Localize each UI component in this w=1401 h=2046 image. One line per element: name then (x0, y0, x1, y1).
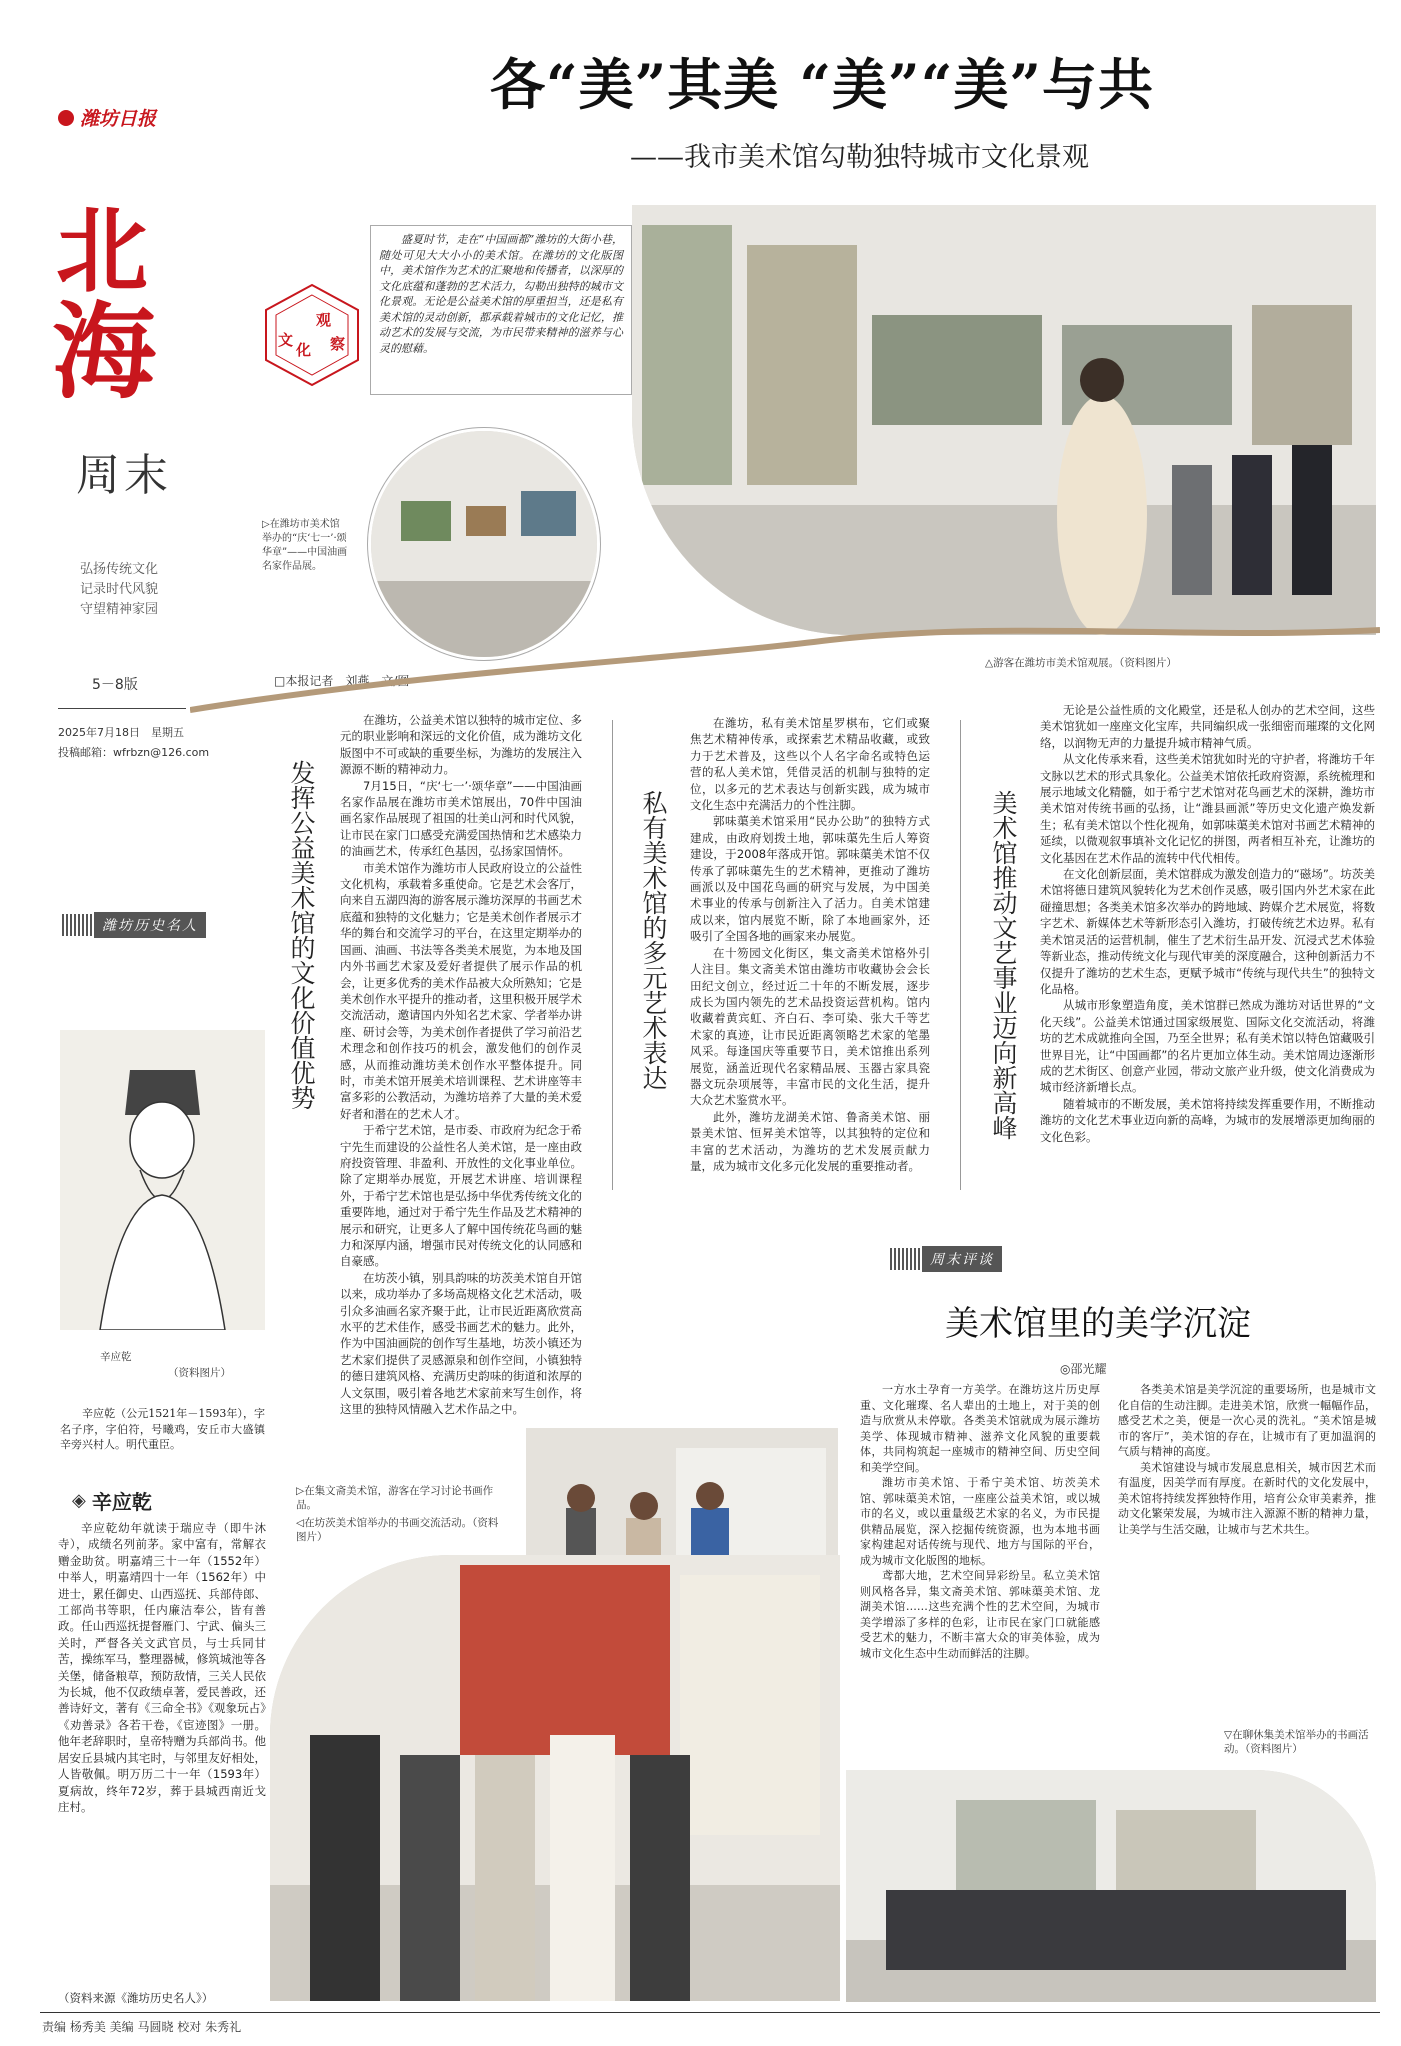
history-intro: 辛应乾（公元1521年－1593年），字名子序，字伯符，号曦鸡，安丘市大盛镇辛旁兴村人。明代重臣。 (60, 1407, 265, 1451)
commentary-tag (890, 1246, 1002, 1272)
portrait-source: （资料图片） (168, 1367, 231, 1379)
masthead (0, 0, 190, 720)
commentary-col-1 (860, 1382, 1100, 1692)
submission-email: 投稿邮箱：wfrbzn@126.com (58, 746, 210, 759)
section-2-paragraph: 在潍坊，私有美术馆星罗棋布，它们或聚焦艺术精神传承，或探索艺术精品收藏，或致力于艺术普及，这些以个人名字命名或特色运营的私人美术馆，凭借灵活的机制与独特的定位，以多元的艺术表达与创新实践，成为城市文化生态中充满活力的个性注脚。 (690, 716, 930, 813)
bottom-right-caption: ▽在聊休集美术馆举办的书画活动。（资料图片） (1224, 1729, 1369, 1755)
portrait-image (60, 1030, 265, 1330)
badge-char: 察 (330, 335, 346, 353)
section-2-paragraph: 在十笏园文化街区，集文斋美术馆格外引人注目。集文斋美术馆由潍坊市收藏协会会长田纪文创立，经过近二十年的不断发展，逐步成长为国内领先的艺术品投资运营机构。馆内收藏着黄宾虹、齐白石、李可染、张大千等艺术家的真迹，让市民近距离领略艺术家的笔墨风采。每逢国庆等重要节日，美术馆推出系列展览，涵盖近现代名家精品展、玉器古家具瓷器文玩杂项展等，丰富市民的文化生活，提升大众艺术鉴赏水平。 (690, 945, 930, 1108)
section-3-body (1040, 702, 1375, 1210)
headline-sub: ——我市美术馆勾勒独特城市文化景观 (630, 142, 1089, 173)
logo-icon (58, 110, 74, 126)
commentary-paragraph: 潍坊市美术馆、于希宁美术馆、坊茨美术馆、郭味蕖美术馆，一座座公益美术馆，或以城市的名义，或以重量级艺术家的名义，为市民提供精品展览，深入挖掘传统资源，也为本地书画家构建起对话传统与现代、地方与国际的平台，成为城市文化版图的地标。 (860, 1476, 1100, 1567)
lead-paragraph: 盛夏时节，走在“中国画都”潍坊的大街小巷，随处可见大大小小的美术馆。在潍坊的文化版图中，美术馆作为艺术的汇聚地和传播者，以深厚的文化底蕴和蓬勃的艺术活力，勾勒出独特的城市文化景观。无论是公益美术馆的厚重担当，还是私有美术馆的灵动创新，都承载着城市的文化记忆，推动艺术的发展与交流，为市民带来精神的滋养与心灵的慰藉。 (379, 233, 623, 355)
column-badge (260, 283, 364, 387)
section-1-body (340, 712, 582, 1442)
section-3-paragraph: 从城市形象塑造角度，美术馆群已然成为潍坊对话世界的“文化天线”。公益美术馆通过国家级展览、国际文化交流活动，将潍坊的艺术成就推向全国，乃至全世界；私有美术馆以特色馆藏吸引世界目光，让“中国画都”的名片更加立体生动。美术馆周边逐渐形成的艺术街区、创意产业园，带动文旅产业升级，使文化消费成为城市经济新增长点。 (1040, 998, 1375, 1095)
slogan: 弘扬传统文化 (80, 562, 159, 577)
commentary-paragraph: 一方水土孕育一方美学。在潍坊这片历史厚重、文化璀璨、名人辈出的土地上，对于美的创造与欣赏从未停歇。各类美术馆就成为展示潍坊美学、体现城市精神、滋养文化风貌的重要载体，共同构筑起一座城市的精神空间、历史空间和美学空间。 (860, 1383, 1100, 1474)
diamond-icon: ◈ (72, 1490, 86, 1511)
credits: 责编 杨秀美 美编 马圆晓 校对 朱秀礼 (42, 2020, 242, 2034)
slogan: 记录时代风貌 (80, 582, 159, 597)
masthead-title-1: 北 (56, 197, 149, 305)
history-source: （资料来源《潍坊历史名人》） (58, 1991, 214, 2005)
badge-shape (260, 283, 364, 387)
gallery-crowd-illustration (846, 1770, 1376, 2002)
history-name-heading (72, 1486, 152, 1515)
section-1-paragraph: 市美术馆作为潍坊市人民政府设立的公益性文化机构，承载着多重使命。它是艺术会客厅，向来自五湖四海的游客展示潍坊深厚的书画艺术底蕴和独特的文化魅力；它是美术创作者展示才华的舞台和交流学习的平台，在这里定期举办的国画、油画、书法等各类美术展览，为本地及国内外书画艺术家及爱好者提供了展示作品的机会，让更多优秀的美术作品被大众所熟知；它是美术创作水平提升的推动者，这里积极开展学术交流活动，邀请国内外知名艺术家、学者举办讲座、研讨会等，为美术创作者提供了学习前沿艺术理念和创作技巧的机会，激发他们的创作灵感，从而推动潍坊美术创作水平整体提升。同时，市美术馆开展美术培训课程、艺术讲座等丰富多彩的公教活动，为潍坊培养了大量的美术爱好者和潜在的艺术人才。 (340, 860, 582, 1121)
commentary-author: ◎邵光耀 (1060, 1362, 1107, 1376)
divider (58, 708, 186, 709)
commentary-tag-label: 周末评谈 (922, 1246, 1002, 1272)
lead-box (370, 225, 632, 395)
group-photo-1-caption: ▷在集文斋美术馆，游客在学习讨论书画作品。 (296, 1485, 494, 1511)
badge-char: 观 (316, 311, 332, 329)
commentary-paragraph: 鸢都大地，艺术空间异彩纷呈。私立美术馆则风格各异，集文斋美术馆、郭味蕖美术馆、龙湖美术馆……这些充满个性的艺术空间，为城市美学增添了多样的色彩，让市民在家门口就能感受艺术的魅力，不断丰富大众的审美体验，成为城市文化生态中生动而鲜活的注脚。 (860, 1569, 1100, 1660)
portrait-illustration (60, 1030, 265, 1330)
section-2-title: 私有美术馆的多元艺术表达 (639, 790, 668, 1090)
section-3-paragraph: 在文化创新层面，美术馆群成为激发创造力的“磁场”。坊茨美术馆将德日建筑风貌转化为艺术创作灵感，吸引国内外艺术家在此碰撞思想；各类美术馆多次举办的跨地域、跨媒介艺术展览，将数字艺术、新媒体艺术等新形态引入潍坊，打破传统艺术边界。私有美术馆灵活的运营机制，催生了艺术衍生品开发、沉浸式艺术体验等新业态，推动传统文化与现代审美的深度融合，这种创新活力不仅提升了潍坊的艺术生态，更赋予城市“传统与现代共生”的独特文化品格。 (1040, 867, 1375, 996)
portrait-name: 辛应乾 (100, 1351, 132, 1363)
section-1-paragraph: 在坊茨小镇，别具韵味的坊茨美术馆自开馆以来，成功举办了多场高规格文化艺术活动，吸引众多油画名家齐聚于此，让市民近距离欣赏高水平的艺术佳作，感受书画艺术的魅力。此外，作为中国油画院的创作写生基地，坊茨小镇还为艺术家们提供了灵感源泉和创作空间，小镇独特的德日建筑风格、充满历史韵味的街道和浓厚的人文氛围，吸引着各地艺术家前来写生创作，将这里的独特风情融入艺术作品之中。 (340, 1270, 582, 1417)
gallery-photo-illustration (632, 205, 1376, 635)
section-1-paragraph: 7月15日，“庆‘七一’·颂华章”——中国油画名家作品展在潍坊市美术馆展出，70件中国油画名家作品展现了祖国的壮美山河和时代风貌，让市民在家门口感受充满爱国热情和艺术感染力的油画艺术，传承红色基因，弘扬家国情怀。 (340, 778, 582, 859)
section-3-paragraph: 随着城市的不断发展，美术馆将持续发挥重要作用，不断推动潍坊的文化艺术事业迈向新的高峰，为城市的发展增添更加绚丽的文化色彩。 (1040, 1096, 1375, 1144)
section-3-paragraph: 从文化传承来看，这些美术馆犹如时光的守护者，将潍坊千年文脉以艺术的形式具象化。公益美术馆依托政府资源，系统梳理和展示地域文化精髓，如于希宁艺术馆对花鸟画艺术的深耕，潍坊市美术馆对传统书画的弘扬，让“潍县画派”等历史文化遗产焕发新生；私有美术馆以个性化视角，如郭味蕖美术馆对书画艺术精神的延续，以微观叙事填补文化记忆的拼图，两者相互补充，让潍坊的文化基因在艺术作品的流转中代代相传。 (1040, 752, 1375, 865)
commentary-paragraph: 各类美术馆是美学沉淀的重要场所，也是城市文化自信的生动注脚。走进美术馆，欣赏一幅幅作品，感受艺术之美，便是一次心灵的洗礼。“美术馆是城市的客厅”，美术馆的存在，让城市有了更加温润的气质与精神的高度。 (1118, 1383, 1376, 1458)
paper-name: 潍坊日报 (80, 108, 157, 130)
commentary-title: 美术馆里的美学沉淀 (945, 1304, 1251, 1344)
byline: □本报记者 刘燕 文/图 (274, 674, 410, 688)
history-name-text: 辛应乾 (91, 1490, 152, 1514)
masthead-slogans (80, 560, 158, 620)
slogan: 守望精神家园 (80, 602, 159, 617)
section-3-title: 美术馆推动文艺事业迈向新高峰 (989, 790, 1018, 1140)
divider (612, 720, 613, 1190)
paper-logo (58, 104, 156, 131)
section-1-paragraph: 在潍坊，公益美术馆以独特的城市定位、多元的职业影响和深远的文化价值，成为潍坊文化版图中不可或缺的重要坐标，为潍坊的发展注入源源不断的精神动力。 (340, 713, 582, 777)
section-1-title: 发挥公益美术馆的文化价值优势 (287, 760, 316, 1110)
page-range: 5－8版 (92, 677, 138, 693)
tag-stripes (890, 1248, 922, 1270)
history-bio: 辛应乾幼年就读于瑞应寺（即牛沐寺），成绩名列前茅。家中富有，常解衣赠金助贫。明嘉靖三十一年（1552年）中举人，明嘉靖四十一年（1562年）中进士，累任御史、山西巡抚、兵部侍郎、工部尚书等职，任内廉洁奉公，皆有善政。任山西巡抚提督雁门、宁武、偏头三关时，严督各关文武官员，与士兵同甘苦，操练军马，整理器械，修筑城池等各关堡，储备粮草，预防敌情，三关人民依为长城，他不仅政绩卓著，爱民善政，还善诗好文，著有《三命全书》《观象玩占》《劝善录》各若干卷，《宦迹图》一册。他年老辞职时，皇帝特赠为兵部尚书。他居安丘县城内其宅时，与邻里友好相处，人皆敬佩。明万历二十一年（1593年）夏病故，终年72岁，葬于县城西南近戈庄村。 (58, 1521, 266, 1814)
divider (960, 720, 961, 1190)
commentary-paragraph: 美术馆建设与城市发展息息相关，城市因艺术而有温度，因美学而有厚度。在新时代的文化发展中，美术馆将持续发挥独特作用，培育公众审美素养，推动文化繁荣发展，为城市注入源源不断的精神力量，让美学与生活交融，让城市与艺术共生。 (1118, 1460, 1376, 1536)
top-photo (632, 205, 1376, 635)
group-photo-2 (270, 1555, 840, 2001)
commentary-col-2 (1118, 1382, 1376, 1712)
section-3-paragraph: 无论是公益性质的文化殿堂，还是私人创办的艺术空间，这些美术馆犹如一座座文化宝库，共同编织成一张细密而璀璨的文化网络，以润物无声的力量提升城市精神气质。 (1040, 703, 1375, 750)
group-photo-2-caption: ◁在坊茨美术馆举办的书画交流活动。（资料图片） (296, 1517, 499, 1543)
section-2-paragraph: 郭味蕖美术馆采用“民办公助”的独特方式建成，由政府划拨土地，郭味蕖先生后人筹资建设，于2008年落成开馆。郭味蕖美术馆不仅传承了郭味蕖先生的艺术精神，更推动了潍坊画派以及中国花鸟画的研究与发展，为中国美术事业的传承与创新注入了活力。自美术馆建成以来，馆内展览不断，除了本地画家外，还吸引了全国各地的画家来办展览。 (690, 814, 930, 944)
history-tag-label: 潍坊历史名人 (94, 912, 206, 938)
masthead-title-2: 海 (52, 290, 157, 413)
badge-char: 化 (296, 341, 312, 359)
divider (40, 2012, 1380, 2013)
calligraphy-event-illustration (270, 1555, 840, 2001)
section-2-paragraph: 此外，潍坊龙湖美术馆、鲁斋美术馆、丽景美术馆、恒昇美术馆等，以其独特的定位和丰富的艺术活动，为潍坊的艺术发展贡献力量，成为城市文化多元化发展的重要推动者。 (690, 1109, 930, 1173)
issue-date: 2025年7月18日 星期五 (58, 726, 184, 739)
section-1-paragraph: 于希宁艺术馆，是市委、市政府为纪念于希宁先生而建设的公益性名人美术馆，是一座由政府投资管理、非盈利、开放性的文化事业单位。除了定期举办展览，开展艺术讲座、培训课程外，于希宁艺术馆也是弘扬中华优秀传统文化的重要阵地，通过对于希宁先生作品及艺术精神的展示和研究，让更多人了解中国传统花鸟画的魅力和深厚内涵，增强市民对传统文化的认同感和自豪感。 (340, 1123, 582, 1269)
headline-main: 各“美”其美 “美”“美”与共 (490, 52, 1154, 117)
history-column-tag (62, 912, 206, 938)
bottom-right-photo (846, 1770, 1376, 2002)
badge-char: 文 (278, 331, 294, 349)
section-2-body (690, 715, 930, 1175)
circle-photo-caption: ▷在潍坊市美术馆举办的“庆‘七一’·颂华章”——中国油画名家作品展。 (262, 519, 348, 572)
top-photo-caption: △游客在潍坊市美术馆观展。（资料图片） (985, 657, 1177, 669)
masthead-subtitle: 周末 (76, 450, 172, 501)
tag-stripes (62, 914, 94, 936)
